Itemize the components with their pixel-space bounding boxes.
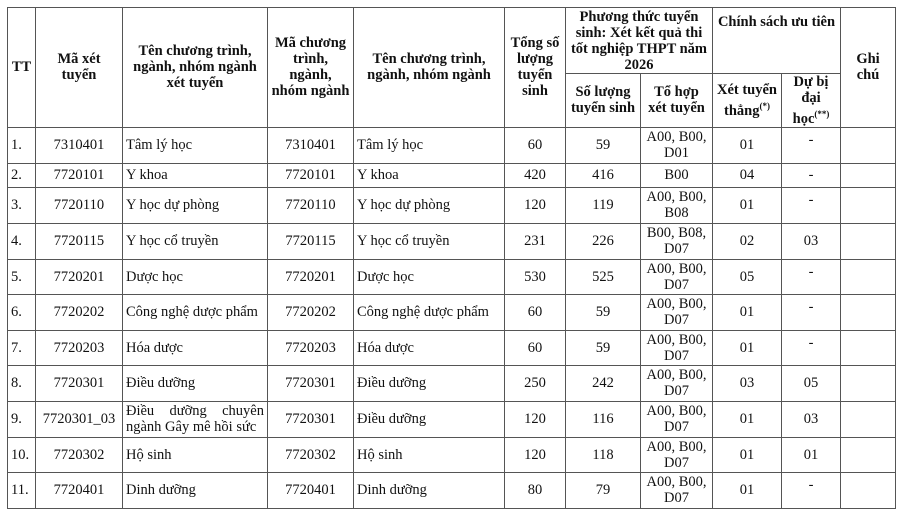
- cell-so-luong: 79: [566, 472, 641, 508]
- cell-ma-xet-tuyen: 7720110: [36, 187, 123, 223]
- cell-ma-chuong-trinh: 7310401: [268, 127, 354, 163]
- cell-tong-so: 530: [505, 259, 566, 294]
- table-row: [8, 330, 896, 365]
- cell-ten-chuong-trinh: Y khoa: [354, 163, 505, 187]
- cell-row-number: 2.: [8, 163, 36, 187]
- cell-du-bi: 01: [782, 437, 841, 472]
- cell-du-bi: -: [782, 127, 841, 163]
- cell-so-luong: 119: [566, 187, 641, 223]
- cell-tong-so: 80: [505, 472, 566, 508]
- cell-tong-so: 120: [505, 437, 566, 472]
- cell-so-luong: 242: [566, 365, 641, 401]
- cell-ten-xet-tuyen: Hóa dược: [123, 330, 268, 365]
- cell-ten-chuong-trinh: Điều dưỡng: [354, 365, 505, 401]
- cell-ghi-chu: [841, 223, 896, 259]
- cell-ten-chuong-trinh: Điều dưỡng: [354, 401, 505, 437]
- cell-to-hop: A00, B00, D07: [641, 365, 713, 401]
- cell-ten-xet-tuyen: Dinh dưỡng: [123, 472, 268, 508]
- cell-ma-xet-tuyen: 7720115: [36, 223, 123, 259]
- cell-ma-chuong-trinh: 7720203: [268, 330, 354, 365]
- cell-ghi-chu: [841, 127, 896, 163]
- cell-ten-xet-tuyen: Y học dự phòng: [123, 187, 268, 223]
- header-chinh-sach: Chính sách ưu tiên: [713, 8, 841, 74]
- header-ten-xet-tuyen: Tên chương trình, ngành, nhóm ngành xét tuyển: [123, 8, 268, 128]
- cell-so-luong: 59: [566, 127, 641, 163]
- cell-to-hop: A00, B00, D01: [641, 127, 713, 163]
- cell-ten-chuong-trinh: Dược học: [354, 259, 505, 294]
- cell-ma-chuong-trinh: 7720115: [268, 223, 354, 259]
- cell-ten-xet-tuyen: Điều dưỡng: [123, 365, 268, 401]
- cell-ten-xet-tuyen: Y khoa: [123, 163, 268, 187]
- cell-ten-chuong-trinh: Y học dự phòng: [354, 187, 505, 223]
- cell-ma-chuong-trinh: 7720301: [268, 365, 354, 401]
- header-to-hop: Tổ hợp xét tuyển: [641, 74, 713, 128]
- cell-so-luong: 416: [566, 163, 641, 187]
- cell-so-luong: 59: [566, 294, 641, 330]
- header-du-bi-label: Dự bị đại học: [792, 74, 829, 127]
- table-row: [8, 472, 896, 508]
- cell-ma-chuong-trinh: 7720110: [268, 187, 354, 223]
- cell-ten-xet-tuyen: Dược học: [123, 259, 268, 294]
- cell-ghi-chu: [841, 259, 896, 294]
- cell-to-hop: A00, B00, D07: [641, 294, 713, 330]
- cell-to-hop: B00: [641, 163, 713, 187]
- table-row: [8, 259, 896, 294]
- cell-ten-xet-tuyen: Hộ sinh: [123, 437, 268, 472]
- table-row: [8, 401, 896, 437]
- cell-ma-chuong-trinh: 7720401: [268, 472, 354, 508]
- cell-to-hop: B00, B08, D07: [641, 223, 713, 259]
- cell-row-number: 7.: [8, 330, 36, 365]
- cell-ghi-chu: [841, 187, 896, 223]
- cell-tong-so: 420: [505, 163, 566, 187]
- cell-xet-thang: 01: [713, 437, 782, 472]
- cell-ma-xet-tuyen: 7720301_03: [36, 401, 123, 437]
- cell-to-hop: A00, B00, D07: [641, 330, 713, 365]
- header-ma-xet-tuyen: Mã xét tuyển: [36, 8, 123, 128]
- cell-to-hop: A00, B00, D07: [641, 259, 713, 294]
- table-row: [8, 163, 896, 187]
- cell-ma-xet-tuyen: 7720301: [36, 365, 123, 401]
- cell-ma-xet-tuyen: 7720203: [36, 330, 123, 365]
- cell-du-bi: 05: [782, 365, 841, 401]
- cell-ma-chuong-trinh: 7720301: [268, 401, 354, 437]
- cell-ghi-chu: [841, 437, 896, 472]
- cell-ten-chuong-trinh: Hộ sinh: [354, 437, 505, 472]
- cell-du-bi: -: [782, 472, 841, 508]
- cell-ma-xet-tuyen: 7720202: [36, 294, 123, 330]
- header-du-bi: [782, 74, 841, 128]
- cell-to-hop: A00, B00, D07: [641, 437, 713, 472]
- cell-row-number: 8.: [8, 365, 36, 401]
- header-so-luong: Số lượng tuyển sinh: [566, 74, 641, 128]
- cell-xet-thang: 01: [713, 401, 782, 437]
- cell-du-bi: 03: [782, 401, 841, 437]
- cell-xet-thang: 04: [713, 163, 782, 187]
- cell-ghi-chu: [841, 330, 896, 365]
- cell-ma-xet-tuyen: 7720101: [36, 163, 123, 187]
- cell-ghi-chu: [841, 163, 896, 187]
- header-ten-chuong-trinh: Tên chương trình, ngành, nhóm ngành: [354, 8, 505, 128]
- cell-row-number: 9.: [8, 401, 36, 437]
- cell-xet-thang: 01: [713, 127, 782, 163]
- cell-du-bi: -: [782, 163, 841, 187]
- cell-so-luong: 116: [566, 401, 641, 437]
- table-row: [8, 294, 896, 330]
- cell-ten-chuong-trinh: Công nghệ dược phẩm: [354, 294, 505, 330]
- header-tong-so: Tổng số lượng tuyển sinh: [505, 8, 566, 128]
- table-row: [8, 187, 896, 223]
- cell-tong-so: 60: [505, 330, 566, 365]
- cell-row-number: 5.: [8, 259, 36, 294]
- cell-ten-chuong-trinh: Y học cổ truyền: [354, 223, 505, 259]
- header-ma-chuong-trinh: Mã chương trình, ngành, nhóm ngành: [268, 8, 354, 128]
- admission-table: [7, 7, 896, 509]
- cell-ten-chuong-trinh: Tâm lý học: [354, 127, 505, 163]
- cell-tong-so: 120: [505, 401, 566, 437]
- table-row: [8, 437, 896, 472]
- cell-ten-chuong-trinh: Dinh dưỡng: [354, 472, 505, 508]
- cell-ten-xet-tuyen: Tâm lý học: [123, 127, 268, 163]
- cell-to-hop: A00, B00, D07: [641, 472, 713, 508]
- cell-so-luong: 59: [566, 330, 641, 365]
- cell-ma-chuong-trinh: 7720201: [268, 259, 354, 294]
- cell-ghi-chu: [841, 472, 896, 508]
- header-row: [8, 8, 896, 74]
- cell-tong-so: 60: [505, 127, 566, 163]
- cell-row-number: 4.: [8, 223, 36, 259]
- cell-ghi-chu: [841, 401, 896, 437]
- cell-ten-xet-tuyen: Công nghệ dược phẩm: [123, 294, 268, 330]
- cell-so-luong: 525: [566, 259, 641, 294]
- header-xet-thang-label: Xét tuyển thẳng: [716, 82, 777, 119]
- cell-ten-chuong-trinh: Hóa dược: [354, 330, 505, 365]
- cell-ma-xet-tuyen: 7310401: [36, 127, 123, 163]
- cell-xet-thang: 05: [713, 259, 782, 294]
- cell-xet-thang: 01: [713, 330, 782, 365]
- cell-row-number: 10.: [8, 437, 36, 472]
- cell-ma-chuong-trinh: 7720101: [268, 163, 354, 187]
- cell-du-bi: -: [782, 330, 841, 365]
- cell-so-luong: 226: [566, 223, 641, 259]
- cell-ma-xet-tuyen: 7720401: [36, 472, 123, 508]
- cell-row-number: 11.: [8, 472, 36, 508]
- cell-ghi-chu: [841, 294, 896, 330]
- cell-ma-xet-tuyen: 7720201: [36, 259, 123, 294]
- header-ghi-chu: Ghi chú: [841, 8, 896, 128]
- cell-xet-thang: 01: [713, 472, 782, 508]
- cell-xet-thang: 01: [713, 187, 782, 223]
- cell-xet-thang: 03: [713, 365, 782, 401]
- table-row: [8, 223, 896, 259]
- cell-row-number: 3.: [8, 187, 36, 223]
- cell-to-hop: A00, B00, B08: [641, 187, 713, 223]
- footnote-marker: (*): [759, 101, 770, 111]
- cell-ten-xet-tuyen: Điều dưỡng chuyên ngành Gây mê hồi sức: [123, 401, 268, 437]
- header-phuong-thuc: Phương thức tuyển sinh: Xét kết quả thi tốt nghiệp THPT năm 2026: [566, 8, 713, 74]
- header-tt: TT: [8, 8, 36, 128]
- cell-row-number: 6.: [8, 294, 36, 330]
- cell-du-bi: -: [782, 187, 841, 223]
- footnote-marker: (**): [814, 109, 830, 119]
- cell-ten-xet-tuyen: Y học cổ truyền: [123, 223, 268, 259]
- cell-tong-so: 231: [505, 223, 566, 259]
- cell-ma-xet-tuyen: 7720302: [36, 437, 123, 472]
- cell-xet-thang: 01: [713, 294, 782, 330]
- cell-row-number: 1.: [8, 127, 36, 163]
- cell-du-bi: -: [782, 294, 841, 330]
- cell-tong-so: 60: [505, 294, 566, 330]
- header-xet-thang: [713, 74, 782, 128]
- cell-ma-chuong-trinh: 7720302: [268, 437, 354, 472]
- cell-xet-thang: 02: [713, 223, 782, 259]
- cell-to-hop: A00, B00, D07: [641, 401, 713, 437]
- cell-so-luong: 118: [566, 437, 641, 472]
- cell-ma-chuong-trinh: 7720202: [268, 294, 354, 330]
- cell-ghi-chu: [841, 365, 896, 401]
- table-row: [8, 127, 896, 163]
- cell-du-bi: 03: [782, 223, 841, 259]
- table-row: [8, 365, 896, 401]
- cell-tong-so: 250: [505, 365, 566, 401]
- cell-tong-so: 120: [505, 187, 566, 223]
- cell-du-bi: -: [782, 259, 841, 294]
